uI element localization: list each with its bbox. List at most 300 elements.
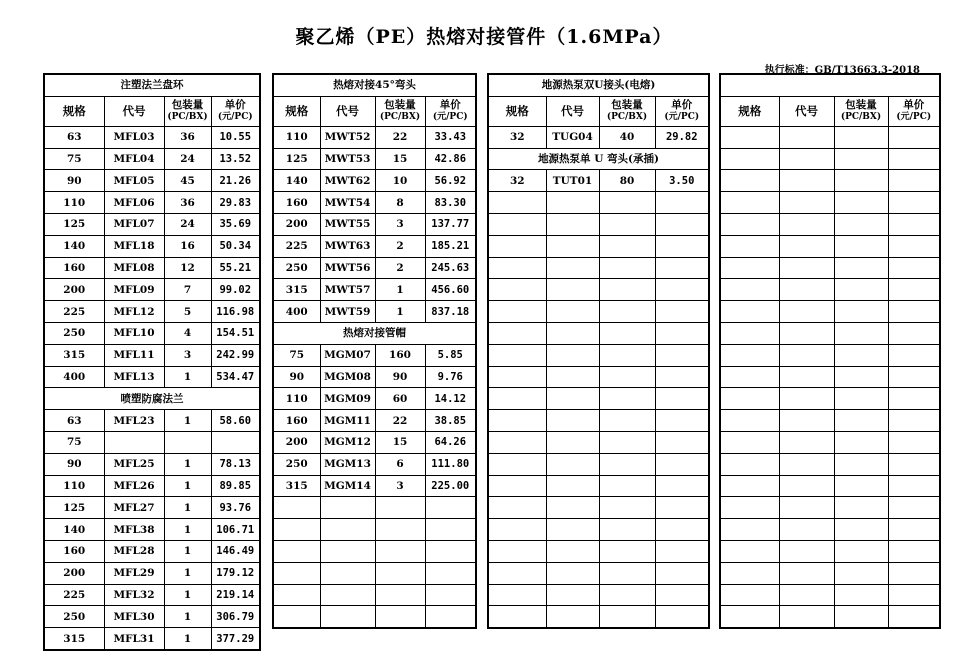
empty-cell — [888, 584, 940, 606]
header-price-label: 单价 — [224, 99, 246, 112]
empty-cell — [488, 410, 546, 432]
spec-cell: 160 — [273, 192, 320, 214]
empty-cell — [834, 322, 888, 344]
code-cell: MWT54 — [320, 192, 375, 214]
header-pack-unit: (PC/BX) — [167, 112, 208, 123]
empty-cell — [546, 344, 599, 366]
empty-row — [488, 192, 709, 214]
empty-cell — [273, 540, 320, 562]
empty-cell — [488, 606, 546, 628]
empty-cell — [546, 257, 599, 279]
empty-cell — [546, 475, 599, 497]
pack-cell: 1 — [164, 497, 211, 519]
code-cell: MFL38 — [104, 519, 164, 541]
empty-cell — [720, 322, 779, 344]
code-cell: MWT59 — [320, 301, 375, 323]
empty-row — [488, 235, 709, 257]
empty-cell — [655, 453, 709, 475]
empty-cell — [546, 192, 599, 214]
pack-cell: 3 — [375, 475, 425, 497]
empty-cell — [888, 519, 940, 541]
spec-cell: 315 — [44, 628, 104, 650]
spec-cell: 200 — [273, 213, 320, 235]
empty-cell — [655, 388, 709, 410]
empty-cell — [779, 562, 834, 584]
empty-cell — [779, 366, 834, 388]
empty-cell — [546, 322, 599, 344]
empty-cell — [888, 431, 940, 453]
code-cell: MFL13 — [104, 366, 164, 388]
code-cell: MFL05 — [104, 170, 164, 192]
empty-cell — [375, 540, 425, 562]
empty-row — [720, 257, 940, 279]
empty-cell — [546, 453, 599, 475]
header-row — [488, 96, 709, 126]
header-spec: 规格 — [273, 96, 320, 126]
empty-row — [488, 279, 709, 301]
spec-cell: 315 — [273, 279, 320, 301]
spec-cell: 63 — [44, 410, 104, 432]
empty-cell — [779, 301, 834, 323]
empty-row — [720, 453, 940, 475]
empty-cell — [834, 519, 888, 541]
price-cell: 35.69 — [211, 213, 260, 235]
price-cell: 242.99 — [211, 344, 260, 366]
empty-cell — [720, 606, 779, 628]
empty-cell — [599, 301, 655, 323]
spec-cell: 75 — [273, 344, 320, 366]
table-row — [44, 170, 260, 192]
empty-cell — [599, 322, 655, 344]
empty-row — [488, 322, 709, 344]
empty-cell — [779, 431, 834, 453]
spec-cell: 125 — [273, 148, 320, 170]
empty-cell — [488, 475, 546, 497]
empty-cell — [273, 606, 320, 628]
section-title: 热熔对接45°弯头 — [273, 74, 476, 96]
price-cell: 33.43 — [425, 126, 476, 148]
spec-cell: 225 — [44, 301, 104, 323]
pack-cell: 22 — [375, 410, 425, 432]
header-code: 代号 — [546, 96, 599, 126]
table-row — [44, 519, 260, 541]
price-cell: 837.18 — [425, 301, 476, 323]
header-spec: 规格 — [44, 96, 104, 126]
table-row — [44, 344, 260, 366]
empty-cell — [888, 235, 940, 257]
empty-cell — [655, 410, 709, 432]
empty-cell — [655, 497, 709, 519]
header-pack-label: 包装量 — [611, 99, 643, 112]
empty-cell — [655, 366, 709, 388]
empty-cell — [599, 519, 655, 541]
empty-cell — [834, 562, 888, 584]
empty-cell — [655, 475, 709, 497]
spec-cell: 32 — [488, 126, 546, 148]
price-cell: 13.52 — [211, 148, 260, 170]
spec-cell: 90 — [44, 453, 104, 475]
empty-cell — [834, 475, 888, 497]
pack-cell: 3 — [164, 344, 211, 366]
empty-cell — [375, 497, 425, 519]
table-row — [488, 126, 709, 148]
empty-cell — [720, 344, 779, 366]
price-cell: 154.51 — [211, 322, 260, 344]
table-ground-source — [487, 73, 710, 629]
table-row — [273, 279, 476, 301]
table-row — [44, 475, 260, 497]
table-row — [273, 431, 476, 453]
empty-cell — [599, 453, 655, 475]
header-price-unit: (元/PC) — [217, 112, 253, 123]
empty-cell — [888, 279, 940, 301]
empty-row — [273, 519, 476, 541]
empty-cell — [779, 606, 834, 628]
empty-cell — [834, 453, 888, 475]
empty-row — [720, 148, 940, 170]
code-cell: TUT01 — [546, 170, 599, 192]
table-row — [273, 453, 476, 475]
empty-cell — [834, 257, 888, 279]
table-row — [44, 606, 260, 628]
empty-cell — [834, 344, 888, 366]
pack-cell: 24 — [164, 213, 211, 235]
empty-cell — [888, 497, 940, 519]
empty-cell — [599, 344, 655, 366]
code-cell: MGM12 — [320, 431, 375, 453]
pack-cell: 1 — [164, 453, 211, 475]
spec-cell: 90 — [44, 170, 104, 192]
table-row — [273, 126, 476, 148]
empty-row — [273, 540, 476, 562]
empty-row — [720, 192, 940, 214]
empty-cell — [488, 388, 546, 410]
empty-row — [488, 540, 709, 562]
spec-cell: 110 — [273, 126, 320, 148]
header-price-unit: (元/PC) — [896, 112, 932, 123]
section-row — [44, 388, 260, 410]
empty-cell — [779, 475, 834, 497]
empty-row — [273, 562, 476, 584]
empty-cell — [720, 497, 779, 519]
table-blank — [719, 73, 941, 629]
price-cell: 42.86 — [425, 148, 476, 170]
section-row — [273, 322, 476, 344]
empty-cell — [599, 431, 655, 453]
empty-cell — [599, 192, 655, 214]
empty-cell — [834, 126, 888, 148]
empty-cell — [779, 322, 834, 344]
empty-cell — [888, 453, 940, 475]
empty-cell — [655, 606, 709, 628]
empty-cell — [779, 235, 834, 257]
empty-cell — [375, 562, 425, 584]
empty-cell — [655, 235, 709, 257]
empty-row — [488, 475, 709, 497]
empty-cell — [546, 540, 599, 562]
empty-cell — [888, 257, 940, 279]
empty-cell — [546, 606, 599, 628]
section-title: 地源热泵双U接头(电熔) — [488, 74, 709, 96]
header-price-label: 单价 — [671, 99, 693, 112]
table-row — [273, 475, 476, 497]
code-cell: MWT52 — [320, 126, 375, 148]
header-price-unit: (元/PC) — [432, 112, 468, 123]
table-row — [273, 148, 476, 170]
header-row — [273, 96, 476, 126]
empty-cell — [488, 366, 546, 388]
empty-cell — [599, 279, 655, 301]
empty-row — [720, 584, 940, 606]
empty-cell — [888, 213, 940, 235]
empty-cell — [546, 562, 599, 584]
empty-cell — [834, 213, 888, 235]
price-cell: 306.79 — [211, 606, 260, 628]
empty-row — [488, 562, 709, 584]
pack-cell: 1 — [164, 562, 211, 584]
table-row — [44, 148, 260, 170]
price-cell: 64.26 — [425, 431, 476, 453]
pack-cell: 1 — [164, 628, 211, 650]
table-row — [273, 235, 476, 257]
pack-cell: 1 — [375, 301, 425, 323]
price-cell: 456.60 — [425, 279, 476, 301]
section-row — [273, 74, 476, 96]
section-title: 热熔对接管帽 — [273, 322, 476, 344]
code-cell: MFL25 — [104, 453, 164, 475]
pack-cell: 10 — [375, 170, 425, 192]
empty-row — [720, 344, 940, 366]
table-elbows-caps — [272, 73, 477, 629]
price-cell: 50.34 — [211, 235, 260, 257]
empty-cell — [320, 540, 375, 562]
spec-cell: 315 — [44, 344, 104, 366]
empty-cell — [834, 410, 888, 432]
code-cell: MFL06 — [104, 192, 164, 214]
page-title: 聚乙烯（PE）热熔对接管件（1.6MPa） — [295, 26, 673, 48]
empty-cell — [834, 235, 888, 257]
spec-cell: 110 — [44, 475, 104, 497]
empty-cell — [655, 301, 709, 323]
empty-cell — [655, 257, 709, 279]
empty-cell — [720, 519, 779, 541]
empty-cell — [720, 235, 779, 257]
header-spec: 规格 — [720, 96, 779, 126]
empty-cell — [320, 562, 375, 584]
code-cell: MFL26 — [104, 475, 164, 497]
empty-row — [720, 388, 940, 410]
table-row — [44, 431, 260, 453]
price-cell: 9.76 — [425, 366, 476, 388]
table-row — [273, 344, 476, 366]
price-cell: 83.30 — [425, 192, 476, 214]
empty-cell — [599, 606, 655, 628]
empty-cell — [720, 279, 779, 301]
empty-cell — [425, 497, 476, 519]
code-cell: MFL10 — [104, 322, 164, 344]
empty-cell — [375, 606, 425, 628]
empty-cell — [273, 584, 320, 606]
pack-cell: 60 — [375, 388, 425, 410]
empty-cell — [273, 497, 320, 519]
empty-cell — [888, 148, 940, 170]
empty-cell — [779, 410, 834, 432]
empty-cell — [779, 279, 834, 301]
empty-cell — [779, 257, 834, 279]
empty-cell — [488, 279, 546, 301]
price-cell: 179.12 — [211, 562, 260, 584]
pack-cell: 24 — [164, 148, 211, 170]
table-row — [44, 126, 260, 148]
pack-cell: 36 — [164, 192, 211, 214]
empty-row — [488, 344, 709, 366]
empty-cell — [599, 388, 655, 410]
empty-cell — [720, 257, 779, 279]
pack-cell: 12 — [164, 257, 211, 279]
code-cell: MWT57 — [320, 279, 375, 301]
spec-cell: 225 — [44, 584, 104, 606]
empty-row — [488, 453, 709, 475]
empty-cell — [779, 388, 834, 410]
spec-cell: 200 — [44, 279, 104, 301]
header-price-label: 单价 — [439, 99, 461, 112]
pack-cell: 90 — [375, 366, 425, 388]
empty-row — [720, 235, 940, 257]
empty-cell — [779, 344, 834, 366]
table-row — [44, 235, 260, 257]
price-cell: 55.21 — [211, 257, 260, 279]
section-title: 注塑法兰盘环 — [44, 74, 260, 96]
section-row — [488, 148, 709, 170]
price-cell: 245.63 — [425, 257, 476, 279]
empty-cell — [655, 344, 709, 366]
table-row — [44, 584, 260, 606]
empty-cell — [375, 519, 425, 541]
spec-cell: 90 — [273, 366, 320, 388]
empty-cell — [546, 279, 599, 301]
price-cell: 29.82 — [655, 126, 709, 148]
price-cell: 58.60 — [211, 410, 260, 432]
code-cell: MWT53 — [320, 148, 375, 170]
spec-cell: 125 — [44, 497, 104, 519]
price-cell: 56.92 — [425, 170, 476, 192]
pack-cell: 36 — [164, 126, 211, 148]
empty-cell — [599, 213, 655, 235]
code-cell: MFL09 — [104, 279, 164, 301]
code-cell: MFL12 — [104, 301, 164, 323]
empty-cell — [779, 540, 834, 562]
table-row — [44, 628, 260, 650]
empty-cell — [546, 584, 599, 606]
table-row — [273, 170, 476, 192]
table-row — [488, 170, 709, 192]
code-cell: MFL18 — [104, 235, 164, 257]
empty-cell — [320, 584, 375, 606]
spec-cell: 160 — [44, 540, 104, 562]
price-cell: 185.21 — [425, 235, 476, 257]
empty-row — [488, 431, 709, 453]
code-cell: MFL31 — [104, 628, 164, 650]
empty-cell — [720, 301, 779, 323]
spec-cell: 200 — [44, 562, 104, 584]
empty-cell — [888, 475, 940, 497]
empty-cell — [720, 584, 779, 606]
pack-cell: 80 — [599, 170, 655, 192]
pack-cell: 2 — [375, 235, 425, 257]
code-cell: TUG04 — [546, 126, 599, 148]
spec-cell: 160 — [44, 257, 104, 279]
empty-cell — [320, 497, 375, 519]
empty-row — [720, 606, 940, 628]
section-row — [720, 74, 940, 96]
empty-cell — [779, 192, 834, 214]
empty-row — [720, 475, 940, 497]
empty-cell — [720, 475, 779, 497]
spec-cell: 400 — [44, 366, 104, 388]
table-row — [44, 279, 260, 301]
empty-cell — [599, 475, 655, 497]
empty-cell — [834, 584, 888, 606]
price-cell: 21.26 — [211, 170, 260, 192]
header-pack-unit: (PC/BX) — [840, 112, 882, 123]
empty-row — [720, 410, 940, 432]
empty-row — [488, 213, 709, 235]
table-row — [44, 562, 260, 584]
empty-cell — [425, 584, 476, 606]
price-cell: 106.71 — [211, 519, 260, 541]
table-row — [44, 192, 260, 214]
empty-cell — [720, 170, 779, 192]
empty-row — [273, 497, 476, 519]
spec-cell: 63 — [44, 126, 104, 148]
pack-cell: 45 — [164, 170, 211, 192]
empty-cell — [888, 410, 940, 432]
empty-row — [488, 519, 709, 541]
empty-cell — [546, 431, 599, 453]
pack-cell: 7 — [164, 279, 211, 301]
spec-cell: 160 — [273, 410, 320, 432]
empty-cell — [720, 126, 779, 148]
pack-cell: 15 — [375, 431, 425, 453]
spec-cell: 140 — [44, 519, 104, 541]
empty-row — [488, 366, 709, 388]
header-price-unit: (元/PC) — [664, 112, 700, 123]
header-pack — [834, 96, 888, 126]
header-pack-label: 包装量 — [845, 99, 877, 112]
empty-row — [488, 584, 709, 606]
header-pack-unit: (PC/BX) — [606, 112, 648, 123]
empty-cell — [655, 562, 709, 584]
table-row — [273, 388, 476, 410]
empty-cell — [720, 192, 779, 214]
header-pack — [375, 96, 425, 126]
table-row — [44, 301, 260, 323]
empty-cell — [488, 213, 546, 235]
price-cell: 225.00 — [425, 475, 476, 497]
empty-cell — [655, 322, 709, 344]
empty-cell — [834, 170, 888, 192]
price-cell: 219.14 — [211, 584, 260, 606]
table-row — [273, 410, 476, 432]
empty-cell — [273, 519, 320, 541]
pack-cell: 160 — [375, 344, 425, 366]
empty-row — [720, 213, 940, 235]
table-row — [273, 301, 476, 323]
header-pack-label: 包装量 — [384, 99, 416, 112]
empty-cell — [834, 431, 888, 453]
code-cell: MWT56 — [320, 257, 375, 279]
header-spec: 规格 — [488, 96, 546, 126]
